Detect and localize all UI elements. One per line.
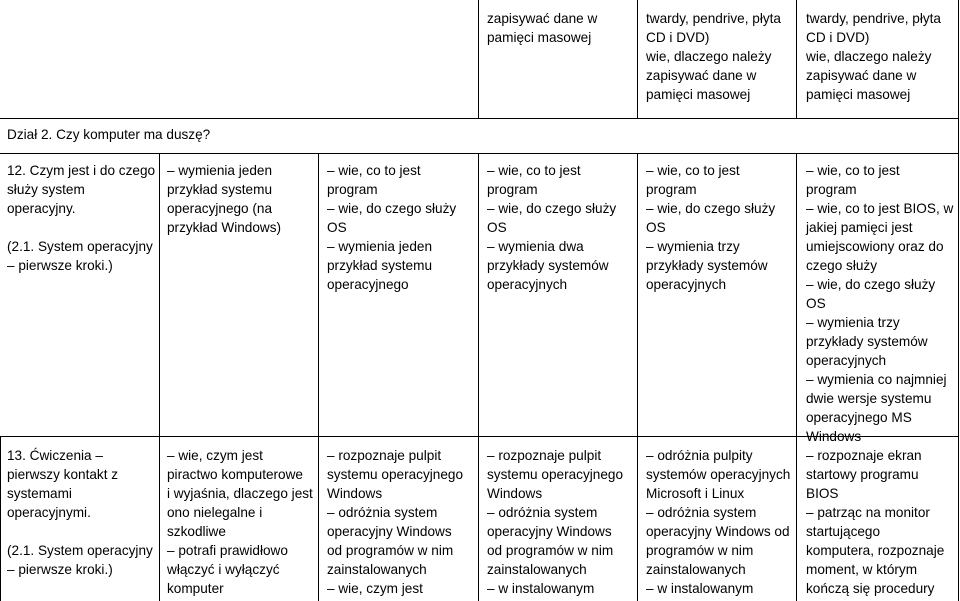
- column-divider-3: [478, 0, 479, 118]
- row-divider-top: [0, 118, 959, 119]
- column-divider-1: [159, 153, 160, 601]
- row13-grade-3: – rozpoznaje pulpit systemu operacyjnego Windows – odróżnia system operacyjny Windows od programów w nim zainstalowanych – wie, czym jest: [327, 448, 464, 596]
- row12-topic: 12. Czym jest i do czego służy system operacyjny. (2.1. System operacyjny – pierwsze kroki.): [7, 163, 156, 273]
- top-row-col5: twardy, pendrive, płyta CD i DVD) wie, dlaczego należy zapisywać dane w pamięci masowej: [646, 11, 781, 102]
- section-heading: Dział 2. Czy komputer ma duszę?: [7, 127, 211, 142]
- row13-topic: 13. Ćwiczenia – pierwszy kontakt z systemami operacyjnymi. (2.1. System operacyjny – pierwsze kroki.): [7, 448, 153, 577]
- row-divider-heading: [0, 153, 959, 154]
- column-divider-2: [318, 153, 319, 601]
- top-row-col4: zapisywać dane w pamięci masowej: [487, 11, 598, 45]
- row12-grade-3: – wie, co to jest program – wie, do czego służy OS – wymienia jeden przykład systemu operacyjnego: [327, 163, 457, 292]
- row12-grade-5: – wie, co to jest program – wie, do czego służy OS – wymienia trzy przykłady systemów operacyjnych: [646, 163, 776, 292]
- row13-grade-4: – rozpoznaje pulpit systemu operacyjnego Windows – odróżnia system operacyjny Windows od programów w nim zainstalowanych – w instalowanym: [487, 448, 624, 596]
- column-divider-3b: [478, 153, 479, 601]
- column-divider-4b: [637, 153, 638, 601]
- column-divider-5b: [796, 153, 797, 601]
- row12-grade-6: – wie, co to jest program – wie, co to jest BIOS, w jakiej pamięci jest umiejscowiony oraz do czego służy – wie, do czego służy OS – wymienia trzy przykłady systemów operacyjnych – wymienia co najmniej dwie wersje systemu operacyjnego MS Windows: [806, 163, 954, 444]
- row13-grade-2: – wie, czym jest piractwo komputerowe i wyjaśnia, dlaczego jest ono nielegalne i szkodliwe – potrafi prawidłowo włączyć i wyłączyć komputer: [167, 448, 313, 596]
- column-divider-5: [796, 0, 797, 118]
- column-divider-4: [637, 0, 638, 118]
- table-border-left: [0, 436, 1, 601]
- row12-grade-4: – wie, co to jest program – wie, do czego służy OS – wymienia dwa przykłady systemów operacyjnych: [487, 163, 617, 292]
- row13-grade-6: – rozpoznaje ekran startowy programu BIOS – patrząc na monitor startującego komputera, rozpoznaje moment, w którym kończą się procedury: [806, 448, 945, 596]
- row13-grade-5: – odróżnia pulpity systemów operacyjnych Microsoft i Linux – odróżnia system operacyjny Windows od programów w nim zainstalowanych – w instalowanym: [646, 448, 791, 596]
- table-border-right: [958, 0, 959, 601]
- top-row-col6: twardy, pendrive, płyta CD i DVD) wie, dlaczego należy zapisywać dane w pamięci masowej: [806, 11, 941, 102]
- row12-grade-2: – wymienia jeden przykład systemu operacyjnego (na przykład Windows): [167, 163, 282, 235]
